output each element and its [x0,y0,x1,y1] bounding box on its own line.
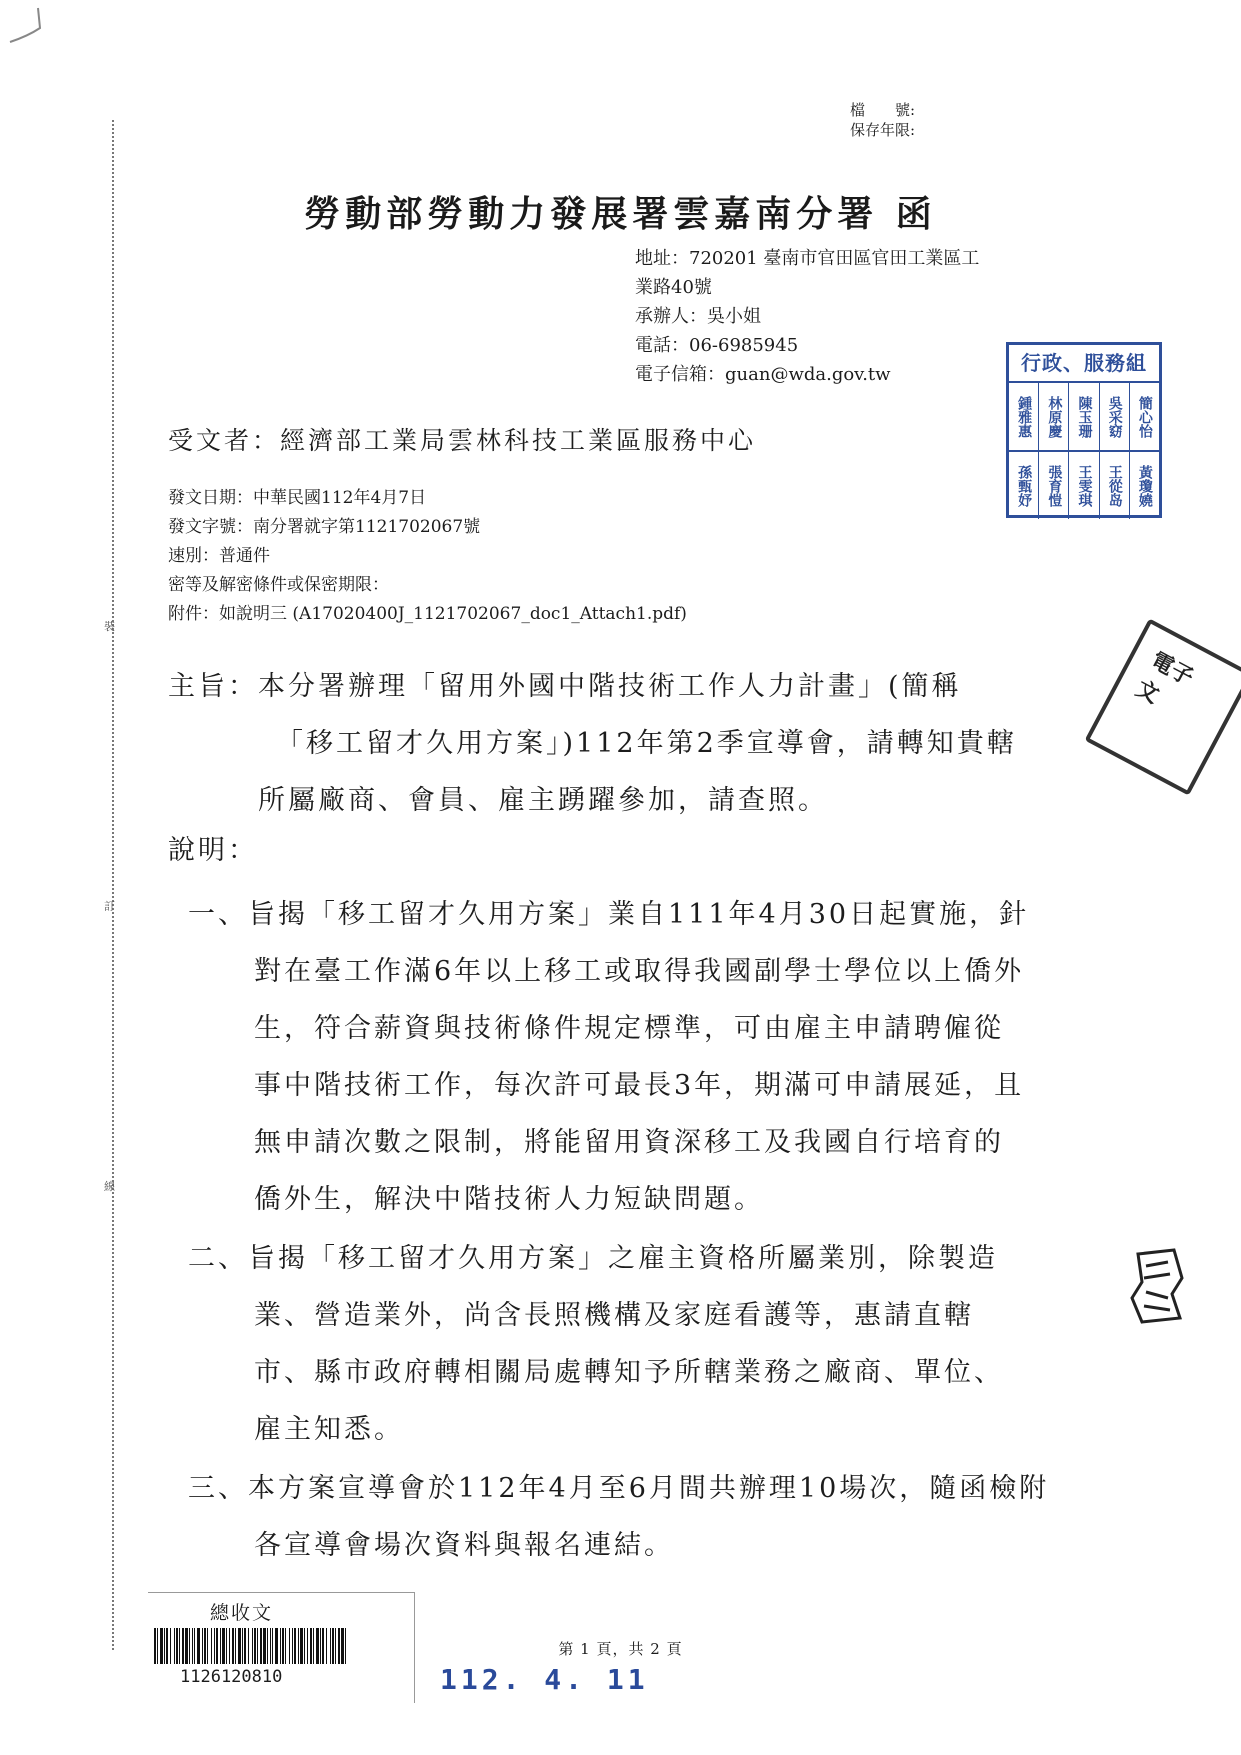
corner-pen-mark [0,0,60,60]
stamp-row-1 [1009,383,1159,452]
document-title: 勞動部勞動力發展署雲嘉南分署 函 [304,193,937,235]
received-date-stamp: 112. 4. 11 [440,1663,649,1696]
seal-mark-icon [1128,1248,1186,1324]
electronic-doc-stamp [1085,618,1241,795]
explanation-item-1 [188,886,1108,1228]
binding-mark-bind: 裝 [104,620,115,633]
item-line: 各宣導會場次資料與報名連結。 [254,1530,674,1561]
receive-title: 總收文 [210,1602,274,1624]
item-line: 三、本方案宣導會於112年4月至6月間共辦理10場次，隨函檢附 [188,1473,1050,1504]
stamp-name: 吳采窈 [1100,383,1130,450]
stamp-name: 簡心怡 [1136,395,1153,438]
item-line: 無申請次數之限制，將能留用資深移工及我國自行培育的 [254,1127,1004,1158]
recipient: 受文者：經濟部工業局雲林科技工業區服務中心 [168,426,757,455]
subject [168,658,1088,829]
page-number: 第 1 頁，共 2 頁 [558,1640,683,1658]
subject-line: 「移工留才久用方案」)112年第2季宣導會，請轉知貴轄 [276,728,1017,759]
stamp-name: 陳玉珊 [1069,383,1099,450]
item-line: 一、旨揭「移工留才久用方案」業自111年4月30日起實施，針 [188,899,1030,930]
phone: 電話：06-6985945 [635,335,799,356]
issue-date: 發文日期：中華民國112年4月7日 [168,488,427,508]
department-stamp [1006,342,1162,518]
stamp-name: 黃瓊嬈 [1136,464,1153,507]
document-meta [168,484,687,629]
address-line-1: 地址：720201 臺南市官田區官田工業區工 [635,248,980,269]
stamp-row-2 [1009,452,1159,519]
stamp-name: 王從岛 [1100,452,1130,519]
binding-mark-line: 線 [104,1180,115,1193]
item-line: 僑外生，解決中階技術人力短缺問題。 [254,1184,764,1215]
electronic-doc-stamp-text: 電子 文 [1131,647,1198,709]
item-line: 二、旨揭「移工留才久用方案」之雇主資格所屬業別，除製造 [188,1243,998,1274]
explanation-item-2 [188,1230,1108,1458]
delivery-speed: 速別：普通件 [168,546,270,566]
item-line: 對在臺工作滿6年以上移工或取得我國副學士學位以上僑外 [254,956,1025,987]
item-line: 雇主知悉。 [254,1414,404,1445]
stamp-name: 王雯琪 [1069,452,1099,519]
archive-number: 檔 號: [850,101,916,119]
item-line: 業、營造業外，尚含長照機構及家庭看護等，惠請直轄 [254,1300,974,1331]
archive-info [850,100,915,140]
stamp-title: 行政、服務組 [1009,345,1159,383]
subject-line: 所屬廠商、會員、雇主踴躍參加，請查照。 [258,785,828,816]
stamp-name: 鍾雅惠 [1009,383,1039,450]
handler: 承辦人：吳小姐 [635,306,761,327]
barcode-number: 1126120810 [180,1667,283,1687]
email: 電子信箱：guan@wda.gov.tw [635,364,891,385]
explanation-item-3 [188,1460,1108,1574]
secrecy-level: 密等及解密條件或保密期限： [168,575,389,595]
stamp-name: 林原慶 [1039,383,1069,450]
attachment: 附件：如說明三 (A17020400J_1121702067_doc1_Attach1.pdf) [168,604,687,624]
item-line: 市、縣市政府轉相關局處轉知予所轄業務之廠商、單位、 [254,1357,1004,1388]
binding-mark-staple: 訂 [104,900,115,913]
stamp-name: 孫甄妤 [1009,452,1039,519]
item-line: 事中階技術工作，每次許可最長3年，期滿可申請展延，且 [254,1070,1025,1101]
document-number: 發文字號：南分署就字第1121702067號 [168,517,481,537]
address-line-2: 業路40號 [635,277,712,298]
stamp-name: 張育愷 [1039,452,1069,519]
binding-dotted-line [112,120,114,1650]
retention-period: 保存年限: [850,121,916,139]
item-line: 生，符合薪資與技術條件規定標準，可由雇主申請聘僱從 [254,1013,1004,1044]
explanation-label: 說明： [168,835,258,866]
subject-line: 主旨：本分署辦理「留用外國中階技術工作人力計畫」(簡稱 [168,671,962,702]
